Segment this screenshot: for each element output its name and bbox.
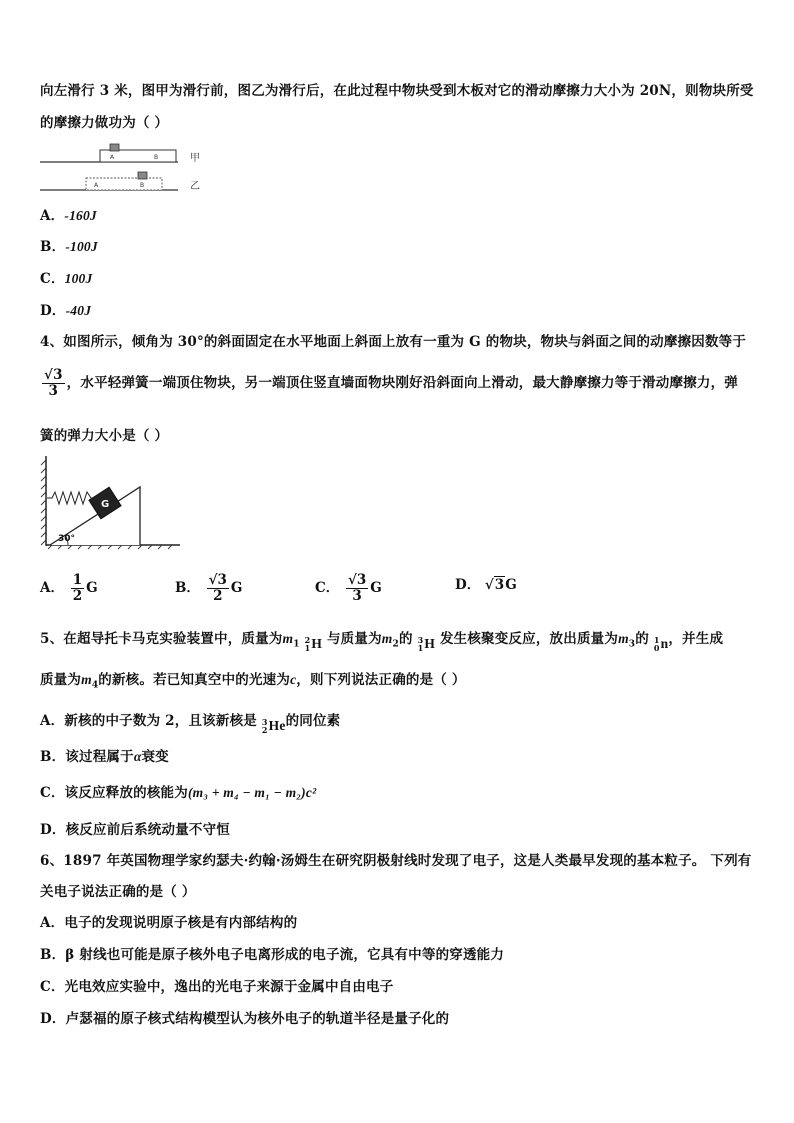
q5-stem-line2: 质量为$m_4$的新核。若已知真空中的光速为c，则下列说法正确的是（ ）: [40, 672, 466, 691]
q4-option-b: B． $\frac{√3}{2}$ G: [175, 572, 243, 604]
q3-option-c: C．100J: [40, 271, 93, 287]
q6-option-a: A．电子的发现说明原子核是有内部结构的: [40, 915, 298, 931]
q6-stem-line2: 关电子说法正确的是（ ）: [40, 884, 196, 900]
q3-stem-line1: 向左滑行 3 米，图甲为滑行前，图乙为滑行后，在此过程中物块受到木板对它的滑动摩擦力大小为 20N，则物块所受: [40, 83, 754, 99]
q6-option-c: C．光电效应实验中，逸出的光电子来源于金属中自由电子: [40, 979, 394, 995]
q3-fig-label-b2: B: [140, 182, 145, 189]
q3-fig-label-jia: 甲: [190, 153, 200, 164]
q4-option-a: A． $\frac{1}{2}$ G: [40, 572, 98, 604]
q4-fig-angle-label: 30°: [58, 534, 76, 544]
q4-stem-line1: 4、如图所示，倾角为 30°的斜面固定在水平地面上斜面上放有一重为 G 的物块，物块与斜面之间的动摩擦因数等于: [40, 334, 747, 350]
q4-stem-line2: $\frac{√3}{3}$ ，水平轻弹簧一端顶住物块，另一端顶住竖直墙面物块刚好沿斜面向上滑动，最大静摩擦力等于滑动摩擦力，弹: [44, 367, 738, 399]
q5-stem-line1: 5、在超导托卡马克实验装置中，质量为$m_1$ 2 1 H 与质量为$m_2$的 3 1 H 发生核聚变反应，放出质量为$m_3$的 1 0 n ，并生成: [40, 631, 724, 653]
q5-option-b: B．该过程属于α衰变: [40, 749, 169, 765]
q4-mu-fraction: $\frac{√3}{3}$: [44, 367, 63, 399]
q3-stem-line2: 的摩擦力做功为（ ）: [40, 115, 169, 131]
q4-figure: [38, 452, 186, 550]
q6-option-b: B．β 射线也可能是原子核外电子电离形成的电子流，它具有中等的穿透能力: [40, 947, 505, 963]
q3-option-d: D．-40J: [40, 303, 92, 319]
q5-option-d: D．核反应前后系统动量不守恒: [40, 822, 231, 838]
q5-option-a: A．新核的中子数为 2，且该新核是 3 2 He 的同位素: [40, 713, 341, 735]
q4-option-d: D． √3G: [455, 577, 517, 593]
q3-option-a: A．-160J: [40, 208, 97, 224]
q3-fig-label-a1: A: [110, 154, 115, 161]
q3-option-b: B．-100J: [40, 239, 98, 255]
q3-fig-label-yi: 乙: [190, 181, 200, 192]
q4-stem-line3: 簧的弹力大小是（ ）: [40, 428, 169, 444]
q5-option-c: C．该反应释放的核能为(m₃ + m₄ − m₁ − m₂)c²: [40, 785, 317, 801]
q4-option-c: C． $\frac{√3}{3}$ G: [315, 572, 382, 604]
q5-energy-formula: (m₃ + m₄ − m₁ − m₂)c²: [187, 785, 317, 800]
q3-fig-label-b1: B: [154, 154, 159, 161]
q6-stem-line1: 6、1897 年英国物理学家约瑟夫·约翰·汤姆生在研究阴极射线时发现了电子，这是人类最早发现的基本粒子。 下列有: [40, 853, 752, 869]
q6-option-d: D．卢瑟福的原子核式结构模型认为核外电子的轨道半径是量子化的: [40, 1011, 450, 1027]
q4-fig-block-label: G: [101, 499, 110, 510]
q3-figure: [38, 143, 208, 195]
q3-fig-label-a2: A: [94, 182, 99, 189]
